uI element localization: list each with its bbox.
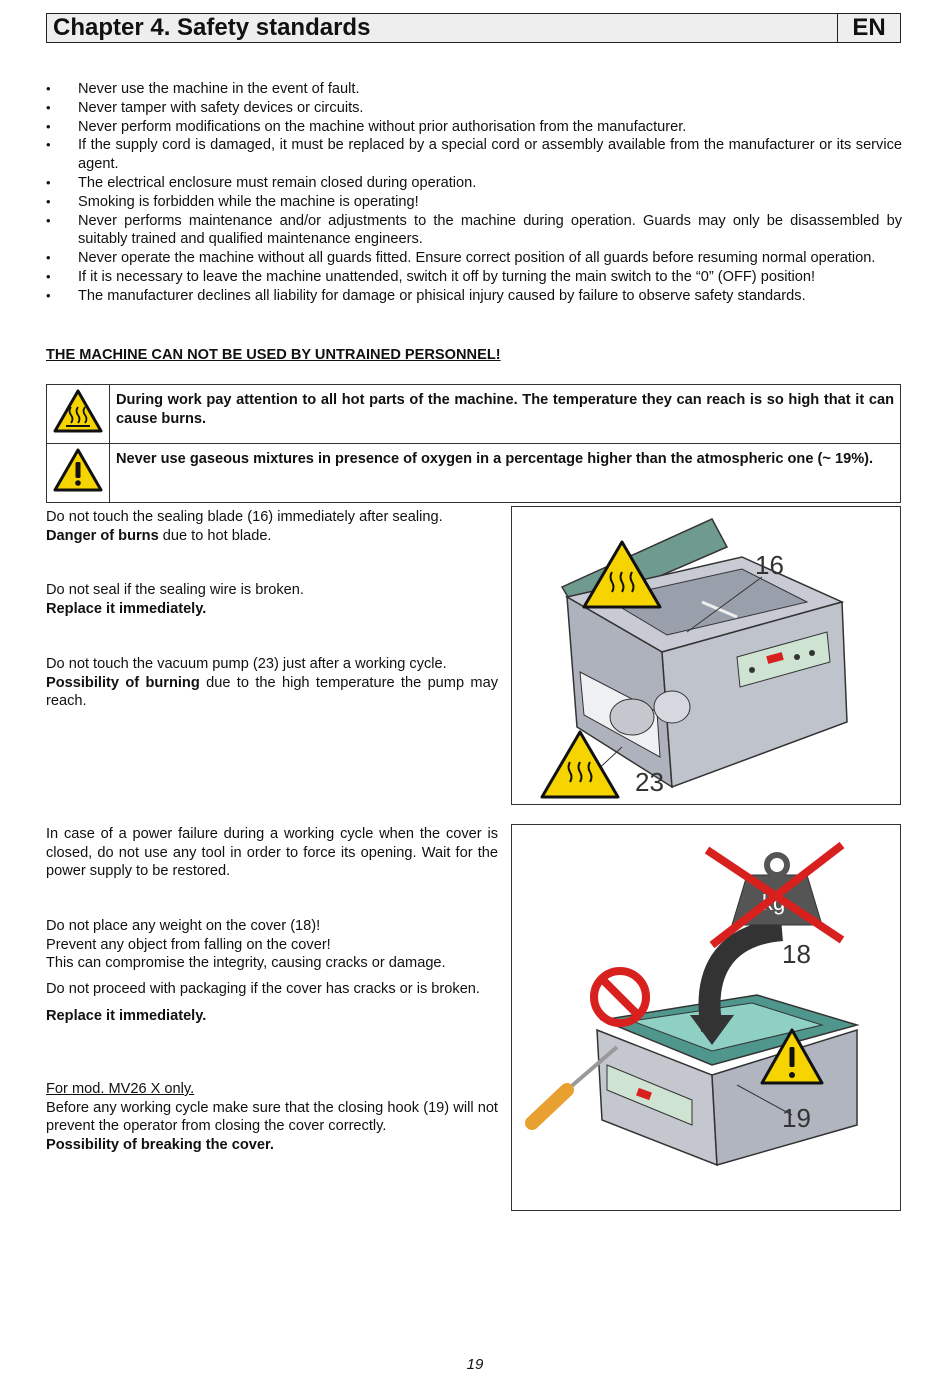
- list-item: • If it is necessary to leave the machine unattended, switch it off by turning the main switch to the “0” (OFF) position!: [46, 268, 902, 287]
- untrained-personnel-notice: THE MACHINE CAN NOT BE USED BY UNTRAINED PERSONNEL!: [46, 347, 501, 363]
- page-number: 19: [466, 1356, 484, 1373]
- gas-mixture-warning: Never use gaseous mixtures in presence of oxygen in a percentage higher than the atmospheric one (~ 19%).: [110, 443, 901, 502]
- cracked-cover-warning: Do not proceed with packaging if the cover has cracks or is broken. Replace it immediately.: [46, 981, 480, 1024]
- callout-16: 16: [755, 550, 784, 580]
- chapter-title: Chapter 4. Safety standards: [47, 14, 838, 42]
- callout-19: 19: [782, 1103, 811, 1133]
- list-item: • Never perform modifications on the machine without prior authorisation from the manufacturer.: [46, 118, 902, 137]
- table-row: [47, 443, 901, 502]
- power-failure-warning: In case of a power failure during a working cycle when the cover is closed, do not use any tool in order to force its opening. Wait for the power supply to be restored.: [46, 826, 498, 879]
- hot-surface-warning-icon: [53, 389, 103, 433]
- sealing-blade-warning: Do not touch the sealing blade (16) immediately after sealing. Danger of burns due to hot blade.: [46, 509, 443, 544]
- warnings-table: [46, 384, 901, 503]
- sealing-blade-pump-figure: [511, 506, 901, 805]
- callout-18: 18: [782, 939, 811, 969]
- general-warning-icon: [53, 448, 103, 492]
- hot-parts-warning: During work pay attention to all hot parts of the machine. The temperature they can reach is so high that it can cause burns.: [110, 385, 901, 444]
- cover-weight-warning: Do not place any weight on the cover (18)! Prevent any object from falling on the cover! This can compromise the integrity, causing cracks or damage.: [46, 918, 446, 971]
- vacuum-pump-warning: Do not touch the vacuum pump (23) just after a working cycle. Possibility of burning due to the high temperature the pump may reach.: [46, 656, 498, 709]
- list-item: • Never operate the machine without all guards fitted. Ensure correct position of all guards before resuming normal operation.: [46, 249, 902, 268]
- list-item: • Never performs maintenance and/or adjustments to the machine during operation. Guards may only be disassembled by suitably trained and qualified maintenance engineers.: [46, 212, 902, 250]
- language-code: EN: [852, 14, 886, 41]
- list-item: • The manufacturer declines all liability for damage or phisical injury caused by failure to observe safety standards.: [46, 287, 902, 306]
- callout-23: 23: [635, 767, 664, 797]
- cover-weight-figure: [511, 824, 901, 1211]
- chapter-header: [46, 13, 901, 43]
- list-item: • If the supply cord is damaged, it must be replaced by a special cord or assembly available from the manufacturer or its service agent.: [46, 136, 902, 174]
- list-item: • Never use the machine in the event of fault.: [46, 80, 902, 99]
- list-item: • Never tamper with safety devices or circuits.: [46, 99, 902, 118]
- closing-hook-warning: For mod. MV26 X only. Before any working cycle make sure that the closing hook (19) will not prevent the operator from closing the cover correctly. Possibility of breaking the cover.: [46, 1081, 498, 1153]
- table-row: [47, 385, 901, 444]
- sealing-wire-warning: Do not seal if the sealing wire is broken. Replace it immediately.: [46, 582, 304, 617]
- list-item: • The electrical enclosure must remain closed during operation.: [46, 174, 902, 193]
- list-item: • Smoking is forbidden while the machine is operating!: [46, 193, 902, 212]
- safety-rules-list: [46, 80, 902, 306]
